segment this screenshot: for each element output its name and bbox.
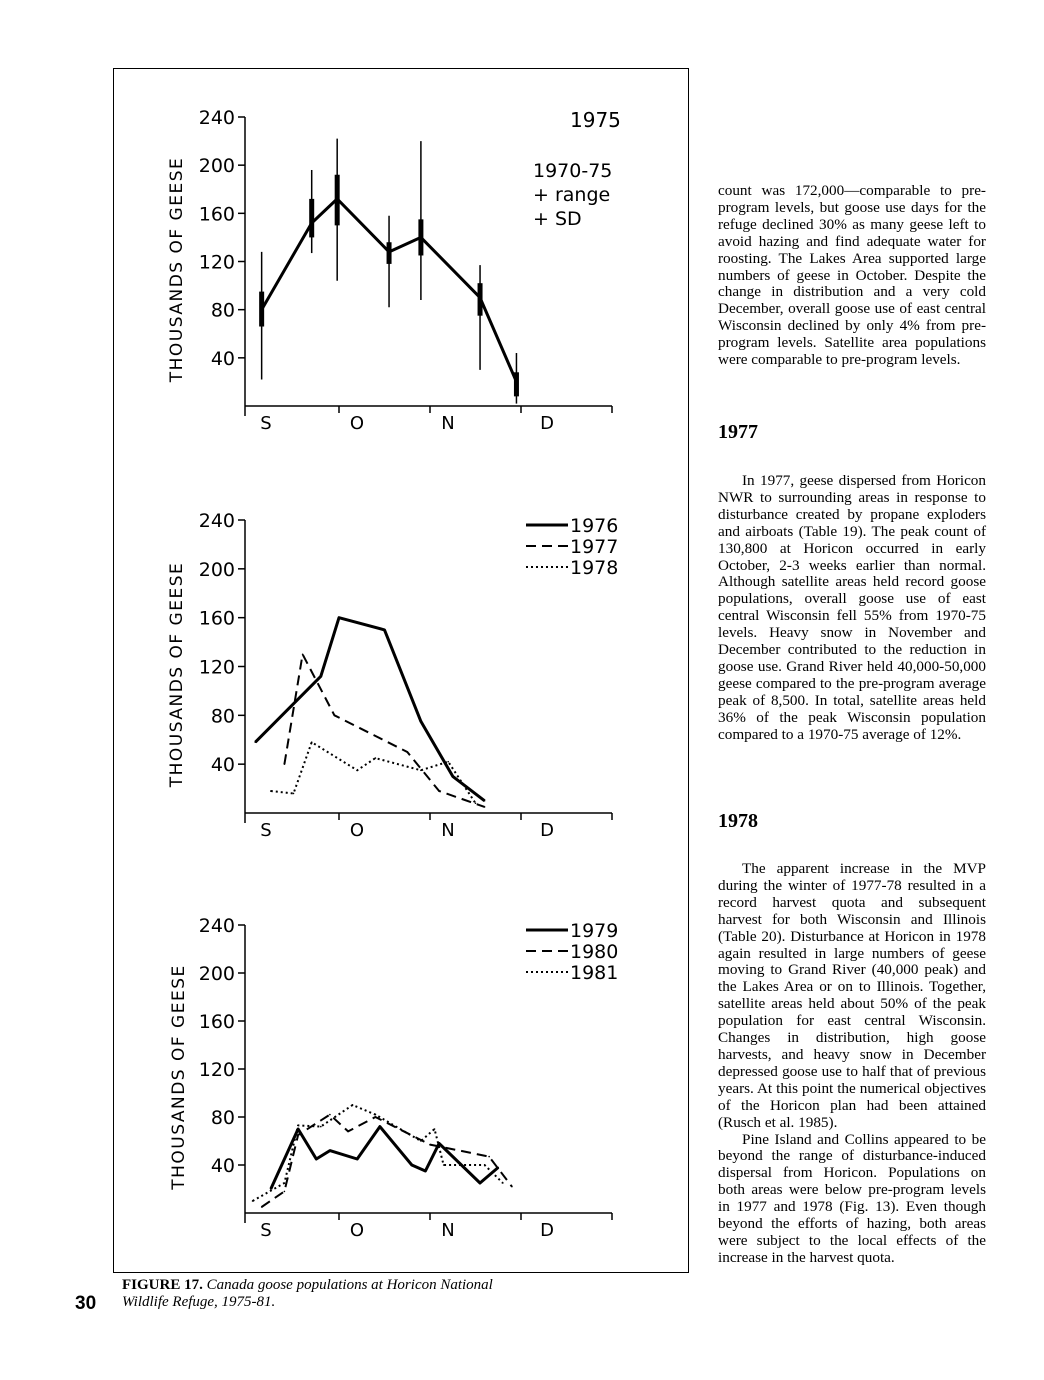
heading-1978: 1978	[718, 810, 758, 832]
data-point	[356, 1158, 358, 1160]
chart-annotation-line: + range	[533, 184, 611, 206]
x-tick-label: O	[349, 1220, 365, 1241]
data-point	[479, 1182, 481, 1184]
caption-text: Canada goose populations at Horicon National Wildlife Refuge, 1975-81.	[122, 1277, 493, 1310]
y-tick-label: 40	[210, 347, 235, 370]
legend-label-1978: 1978	[570, 557, 619, 579]
data-point	[443, 1164, 445, 1166]
data-point	[347, 1131, 349, 1133]
x-tick-label: N	[441, 820, 455, 841]
x-tick-label: O	[349, 413, 365, 434]
y-tick-label: 120	[198, 656, 235, 679]
y-tick-label: 80	[210, 705, 235, 728]
data-point	[261, 309, 263, 311]
data-point	[475, 802, 477, 804]
y-tick-label: 240	[198, 107, 235, 129]
y-axis-label: THOUSANDS OF GEESE	[167, 156, 187, 383]
data-point	[479, 297, 481, 299]
data-point	[388, 251, 390, 253]
data-point	[284, 1182, 286, 1184]
series-line-1979	[271, 1127, 499, 1189]
data-point	[484, 800, 486, 802]
data-point	[356, 769, 358, 771]
y-tick-label: 120	[198, 251, 235, 274]
data-point	[284, 1191, 286, 1193]
data-point	[375, 1116, 377, 1118]
x-tick-label: S	[260, 1220, 272, 1241]
legend-label-1976: 1976	[570, 515, 619, 537]
y-tick-label: 40	[210, 754, 235, 777]
data-point	[329, 1150, 331, 1152]
data-point	[375, 1114, 377, 1116]
chart-panel-1	[167, 107, 621, 434]
y-tick-label: 200	[198, 558, 235, 581]
data-point	[261, 1206, 263, 1208]
data-point	[297, 1125, 299, 1127]
series-line-1977	[284, 654, 484, 807]
y-tick-label: 120	[198, 1059, 235, 1081]
y-tick-label: 80	[210, 299, 235, 322]
y-tick-label: 200	[198, 155, 235, 178]
caption-label: FIGURE 17.	[122, 1277, 203, 1293]
data-point	[252, 1200, 254, 1202]
data-point	[452, 776, 454, 778]
text-block-intro	[718, 183, 986, 369]
data-point	[502, 1182, 504, 1184]
data-point	[311, 741, 313, 743]
data-point	[425, 1170, 427, 1172]
data-point	[320, 675, 322, 677]
data-point	[434, 1128, 436, 1130]
data-point	[334, 715, 336, 717]
x-tick-label: D	[540, 1220, 554, 1241]
data-point	[488, 1156, 490, 1158]
legend-label-1977: 1977	[570, 536, 619, 558]
x-tick-label: S	[260, 413, 272, 434]
data-point	[297, 1134, 299, 1136]
data-point	[420, 721, 422, 723]
chart-panel-2	[167, 510, 618, 841]
data-point	[311, 222, 313, 224]
y-tick-label: 160	[198, 203, 235, 226]
paragraph-1978-a: The apparent increase in the MVP during the winter of 1977-78 resulted in a record harvest quota and subsequent harvest for both Wisconsin and Illinois (Table 20). Disturbance at Horicon in 1978 again resulted in large numbers of geese moving to Grand River (40,000 peak) and the Lakes Area or on to Illinois. Together, satellite areas held about 50% of the peak population for east central Wisconsin. Changes in distribution, high goose harvests, and heavy snow in December depressed goose use to half that of previous years. At this point the numerical objectives of the Horicon plan had been attained (Rusch et al. 1985).	[718, 860, 986, 1131]
legend-label-1979: 1979	[570, 920, 619, 942]
chart-annotation-line: 1970-75	[533, 160, 613, 182]
data-point	[511, 1186, 513, 1188]
data-point	[406, 751, 408, 753]
legend-label-1981: 1981	[570, 962, 619, 984]
y-tick-label: 40	[210, 1155, 235, 1177]
x-tick-label: D	[540, 413, 554, 434]
data-point	[352, 1104, 354, 1106]
series-line-1978	[271, 742, 476, 803]
data-point	[284, 763, 286, 765]
data-point	[379, 1126, 381, 1128]
paragraph-1977: In 1977, geese dispersed from Horicon NWR to surrounding areas in response to disturbance created by propane exploders and airboats (Table 19). The peak count of 130,800 at Horicon occurred in early October, 2-3 weeks earlier than normal. Although satellite areas held record goose populations, overall goose use of east central Wisconsin fell 55% from 1970-75 levels. Heavy snow in November and December contributed to the reduction in goose use. Grand River held 40,000-50,000 geese compared to the pre-program average peak of 8,500. In total, satellite areas held 36% of the peak Wisconsin population compared to a 1970-75 average of 12%.	[718, 472, 986, 743]
legend-label-1980: 1980	[570, 941, 619, 963]
data-point	[420, 769, 422, 771]
data-point	[420, 1140, 422, 1142]
y-tick-label: 160	[198, 1011, 235, 1033]
data-point	[270, 790, 272, 792]
data-point	[429, 1144, 431, 1146]
y-tick-label: 80	[210, 1107, 235, 1129]
text-block-1978	[718, 861, 986, 1267]
data-point	[484, 1164, 486, 1166]
series-line-1981	[253, 1105, 503, 1201]
data-point	[320, 1126, 322, 1128]
data-point	[438, 790, 440, 792]
page-number: 30	[75, 1293, 97, 1314]
data-point	[329, 1114, 331, 1116]
chart-panel-3	[169, 915, 618, 1241]
x-tick-label: S	[260, 820, 272, 841]
y-axis-label: THOUSANDS OF GEESE	[167, 561, 187, 788]
data-point	[338, 617, 340, 619]
data-point	[293, 793, 295, 795]
y-tick-label: 240	[198, 915, 235, 937]
data-point	[484, 806, 486, 808]
y-tick-label: 160	[198, 607, 235, 630]
data-point	[516, 381, 518, 383]
heading-1977: 1977	[718, 421, 758, 443]
intro-paragraph: count was 172,000—comparable to pre-program levels, but goose use days for the refuge declined 30% as many geese left to avoid hazing and find adequate water for roosting. The Lakes Area supported large numbers of geese in October. Despite the change in distribution and a very cold December, overall goose use of east central Wisconsin declined by only 4% from pre-program levels. Satellite area populations were comparable to pre-program levels.	[718, 182, 986, 369]
data-point	[375, 757, 377, 759]
chart-title: 1975	[570, 108, 621, 132]
x-tick-label: N	[441, 413, 455, 434]
data-point	[315, 1158, 317, 1160]
data-point	[384, 629, 386, 631]
data-point	[254, 741, 256, 743]
y-tick-label: 200	[198, 963, 235, 985]
series-line-1976	[255, 618, 484, 801]
y-axis-label: THOUSANDS OF GEESE	[169, 964, 189, 1190]
paragraph-1978-b: Pine Island and Collins appeared to be beyond the range of disturbance-induced dispersal from Horicon. Populations on both areas were below pre-program levels in 1977 and 1978 (Fig. 13). Even though beyond the efforts of hazing, both areas were subject to the local effects of the increase in the harvest quota.	[718, 1130, 986, 1266]
figure-caption	[122, 1277, 502, 1311]
data-point	[302, 653, 304, 655]
y-tick-label: 240	[198, 510, 235, 532]
text-block-1977	[718, 473, 986, 744]
chart-annotation-line: + SD	[533, 208, 582, 230]
x-tick-label: N	[441, 1220, 455, 1241]
x-tick-label: O	[349, 820, 365, 841]
data-point	[420, 237, 422, 239]
data-point	[447, 761, 449, 763]
data-point	[411, 1164, 413, 1166]
x-tick-label: D	[540, 820, 554, 841]
data-point	[336, 198, 338, 200]
